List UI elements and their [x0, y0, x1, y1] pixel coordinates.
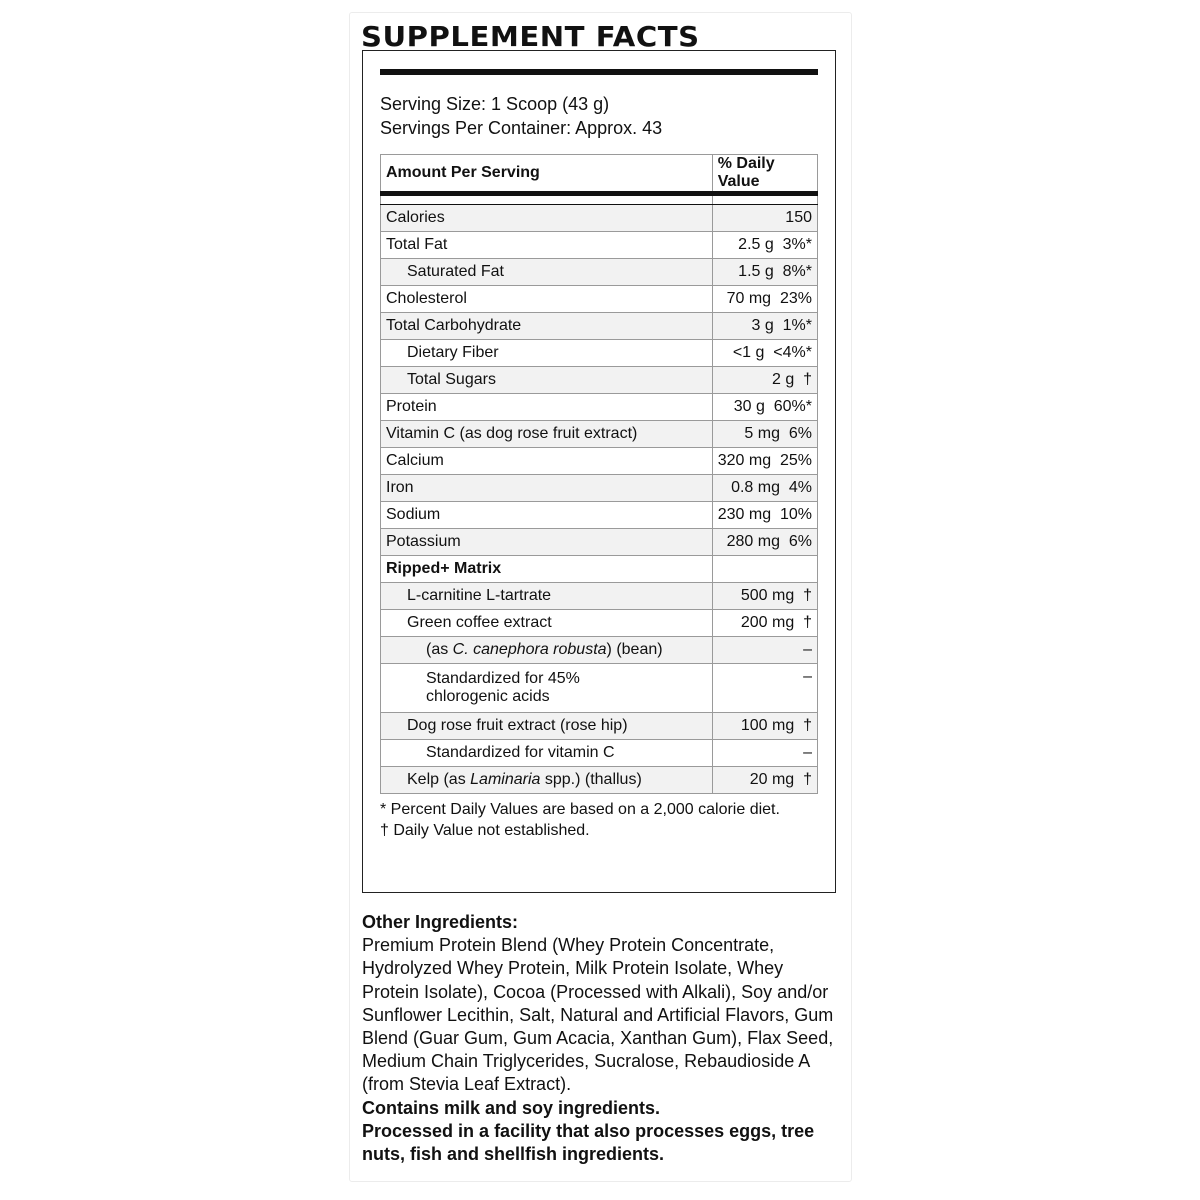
table-row: [381, 259, 818, 286]
footnote-percent: * Percent Daily Values are based on a 2,000 calorie diet.: [380, 801, 780, 818]
table-row: [381, 394, 818, 421]
nutrient-value: 20 mg †: [712, 767, 817, 794]
nutrient-value: 200 mg †: [712, 610, 817, 637]
table-row: [381, 529, 818, 556]
table-row: [381, 610, 818, 637]
nutrient-name: Total Carbohydrate: [381, 313, 713, 340]
nutrient-value: 2 g †: [712, 367, 817, 394]
nutrient-value: 30 g 60%*: [712, 394, 817, 421]
nutrient-name: Total Sugars: [381, 367, 713, 394]
nutrient-name: Iron: [381, 475, 713, 502]
nutrient-name: [381, 637, 713, 664]
nutrient-name: Calcium: [381, 448, 713, 475]
servings-per-container: Servings Per Container: Approx. 43: [380, 118, 663, 138]
name-post: spp.) (thallus): [540, 771, 642, 788]
nutrient-name: Dog rose fruit extract (rose hip): [381, 713, 713, 740]
table-row: [381, 713, 818, 740]
facts-table: [380, 154, 818, 794]
nutrient-value: <1 g <4%*: [712, 340, 817, 367]
header-daily-value: % Daily Value: [712, 155, 817, 194]
table-row: [381, 637, 818, 664]
nutrient-value: 2.5 g 3%*: [712, 232, 817, 259]
nutrient-value: –: [712, 637, 817, 664]
table-row: [381, 340, 818, 367]
nutrient-value: 500 mg †: [712, 583, 817, 610]
nutrient-value: 230 mg 10%: [712, 502, 817, 529]
allergen-statement: Contains milk and soy ingredients.: [362, 1097, 661, 1118]
nutrient-value: –: [712, 740, 817, 767]
name-pre: (as: [426, 641, 453, 658]
header-amount: Amount Per Serving: [381, 155, 713, 194]
table-row: [381, 556, 818, 583]
page-title: SUPPLEMENT FACTS: [361, 20, 700, 53]
nutrient-name: Potassium: [381, 529, 713, 556]
nutrient-value: 3 g 1%*: [712, 313, 817, 340]
nutrient-name: Sodium: [381, 502, 713, 529]
nutrient-name: Standardized for vitamin C: [381, 740, 713, 767]
table-header-row: [381, 155, 818, 194]
facility-statement: Processed in a facility that also processes eggs, tree nuts, fish and shellfish ingredients.: [362, 1120, 815, 1165]
nutrient-value: 320 mg 25%: [712, 448, 817, 475]
name-italic: C. canephora robusta: [452, 641, 607, 658]
other-ingredients-text: Premium Protein Blend (Whey Protein Concentrate, Hydrolyzed Whey Protein, Milk Protein Isolate, Whey Protein Isolate), Cocoa (Processed with Alkali), Soy and/or Sunflower Lecithin, Salt, Natural and Artificial Flavors, Gum Blend (Guar Gum, Gum Acacia, Xanthan Gum), Flax Seed, Medium Chain Triglycerides, Sucralose, Rebaudioside A (from Stevia Leaf Extract).: [362, 935, 834, 1095]
table-row: [381, 664, 818, 713]
table-row: [381, 475, 818, 502]
nutrient-value: 70 mg 23%: [712, 286, 817, 313]
nutrient-name: [381, 767, 713, 794]
table-gap: [381, 194, 818, 205]
name-pre: Kelp (as: [407, 771, 471, 788]
table-row: [381, 767, 818, 794]
nutrient-name: Total Fat: [381, 232, 713, 259]
serving-size: Serving Size: 1 Scoop (43 g): [380, 94, 610, 114]
table-row: [381, 448, 818, 475]
footnotes: [380, 799, 810, 841]
nutrient-value: 280 mg 6%: [712, 529, 817, 556]
top-divider: [380, 69, 818, 75]
table-row: [381, 502, 818, 529]
nutrient-name: Green coffee extract: [381, 610, 713, 637]
nutrient-name: Cholesterol: [381, 286, 713, 313]
nutrient-value: 1.5 g 8%*: [712, 259, 817, 286]
nutrient-name: [381, 664, 713, 713]
footnote-dagger: † Daily Value not established.: [380, 822, 590, 839]
table-row: [381, 367, 818, 394]
nutrient-value: 5 mg 6%: [712, 421, 817, 448]
table-row: [381, 286, 818, 313]
nutrient-name: Calories: [381, 205, 713, 232]
table-row: [381, 205, 818, 232]
nutrient-value: 100 mg †: [712, 713, 817, 740]
table-row: [381, 421, 818, 448]
nutrient-value: 150: [712, 205, 817, 232]
blend-name: Ripped+ Matrix: [381, 556, 713, 583]
table-row: [381, 232, 818, 259]
nutrient-value: [712, 556, 817, 583]
serving-info: [380, 92, 662, 140]
table-row: [381, 740, 818, 767]
nutrient-value: 0.8 mg 4%: [712, 475, 817, 502]
wrapped-name: Standardized for 45% chlorogenic acids: [426, 670, 580, 705]
nutrient-name: L-carnitine L-tartrate: [381, 583, 713, 610]
nutrient-name: Dietary Fiber: [381, 340, 713, 367]
other-ingredients-heading: Other Ingredients:: [362, 912, 519, 932]
name-italic: Laminaria: [470, 771, 541, 788]
other-ingredients: [362, 911, 842, 1166]
nutrient-name: Vitamin C (as dog rose fruit extract): [381, 421, 713, 448]
nutrient-name: Saturated Fat: [381, 259, 713, 286]
table-row: [381, 583, 818, 610]
table-row: [381, 313, 818, 340]
name-post: ) (bean): [606, 641, 663, 658]
nutrient-name: Protein: [381, 394, 713, 421]
nutrient-value: –: [712, 664, 817, 713]
